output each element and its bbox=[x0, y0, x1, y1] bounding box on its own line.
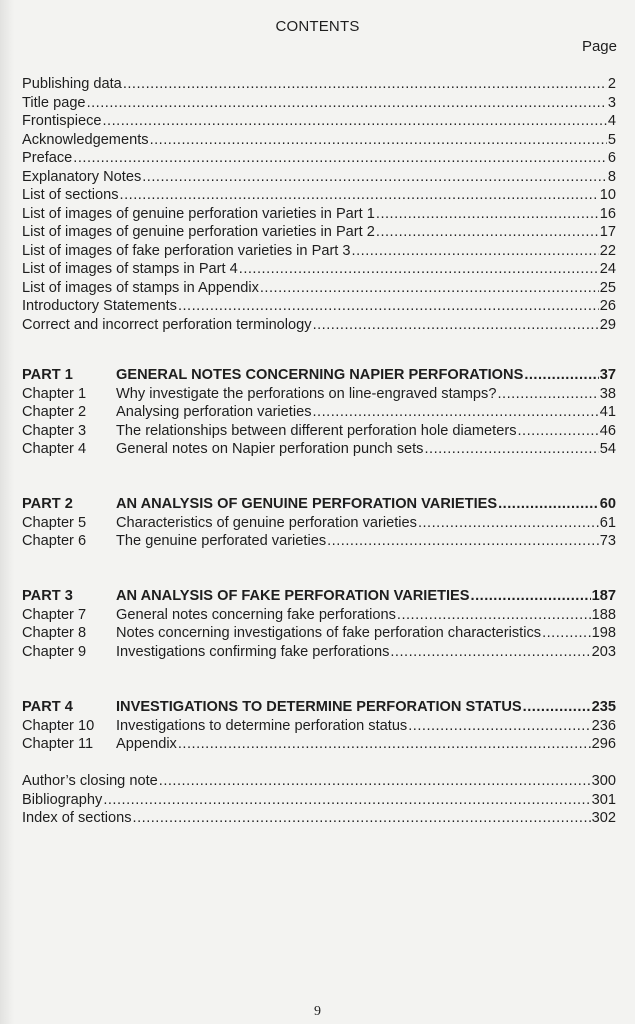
leader-dots bbox=[518, 422, 599, 441]
part-title: AN ANALYSIS OF GENUINE PERFORATION VARIETIES bbox=[116, 496, 498, 512]
back-matter-list bbox=[22, 772, 616, 828]
leader-dots bbox=[239, 260, 599, 279]
leader-dots bbox=[523, 698, 591, 717]
leader-dots bbox=[498, 495, 599, 514]
toc-entry-label: Acknowledgements bbox=[22, 131, 149, 148]
part-title: INVESTIGATIONS TO DETERMINE PERFORATION STATUS bbox=[116, 699, 522, 715]
chapter-page: 41 bbox=[599, 404, 616, 420]
part-heading[interactable] bbox=[22, 698, 616, 717]
leader-dots bbox=[120, 186, 599, 205]
leader-dots bbox=[313, 403, 599, 422]
toc-entry[interactable] bbox=[22, 223, 616, 242]
leader-dots bbox=[159, 772, 591, 791]
chapter-number: Chapter 2 bbox=[22, 404, 87, 420]
part-2-section bbox=[22, 495, 616, 551]
chapter-page: 198 bbox=[591, 625, 616, 641]
leader-dots bbox=[150, 131, 607, 150]
toc-entry-page: 25 bbox=[599, 279, 616, 296]
chapter-number: Chapter 9 bbox=[22, 643, 87, 660]
toc-entry[interactable] bbox=[22, 94, 616, 113]
toc-entry[interactable] bbox=[22, 791, 616, 810]
chapter-title: Investigations confirming fake perforations bbox=[116, 643, 390, 660]
chapter-page: 203 bbox=[591, 643, 616, 660]
part-number: PART 1 bbox=[22, 367, 73, 383]
part-3-section bbox=[22, 587, 616, 661]
chapter-entry[interactable] bbox=[22, 385, 616, 404]
chapter-number: Chapter 6 bbox=[22, 533, 87, 549]
toc-entry-page: 2 bbox=[607, 76, 616, 92]
toc-entry[interactable] bbox=[22, 772, 616, 791]
toc-entry-page: 6 bbox=[607, 150, 616, 166]
chapter-entry[interactable] bbox=[22, 735, 616, 754]
leader-dots bbox=[408, 717, 590, 736]
chapter-entry[interactable] bbox=[22, 717, 616, 736]
leader-dots bbox=[352, 242, 599, 261]
toc-entry-label: List of images of genuine perforation varieties in Part 2 bbox=[22, 224, 375, 240]
part-heading[interactable] bbox=[22, 587, 616, 606]
leader-dots bbox=[376, 205, 599, 224]
toc-entry-label: Author’s closing note bbox=[22, 773, 158, 789]
part-title: GENERAL NOTES CONCERNING NAPIER PERFORATIONS bbox=[116, 367, 524, 383]
contents-title: CONTENTS bbox=[275, 18, 360, 35]
leader-dots bbox=[524, 366, 598, 385]
part-page: 60 bbox=[599, 496, 616, 512]
chapter-entry[interactable] bbox=[22, 643, 616, 662]
toc-entry[interactable] bbox=[22, 149, 616, 168]
toc-entry[interactable] bbox=[22, 186, 616, 205]
chapter-title: General notes concerning fake perforations bbox=[116, 606, 396, 623]
chapter-entry[interactable] bbox=[22, 514, 616, 533]
toc-entry[interactable] bbox=[22, 205, 616, 224]
chapter-title: General notes on Napier perforation punch sets bbox=[116, 441, 424, 457]
part-page: 187 bbox=[591, 588, 616, 604]
leader-dots bbox=[260, 279, 599, 298]
part-4-section bbox=[22, 698, 616, 754]
toc-entry-page: 24 bbox=[599, 261, 616, 277]
front-matter-list bbox=[22, 75, 616, 334]
toc-entry-label: Correct and incorrect perforation terminology bbox=[22, 316, 312, 333]
leader-dots bbox=[133, 809, 591, 828]
chapter-number: Chapter 11 bbox=[22, 736, 94, 752]
chapter-entry[interactable] bbox=[22, 532, 616, 551]
toc-entry-page: 17 bbox=[599, 224, 616, 240]
leader-dots bbox=[103, 791, 590, 810]
toc-entry[interactable] bbox=[22, 112, 616, 131]
leader-dots bbox=[73, 149, 607, 168]
chapter-page: 46 bbox=[599, 422, 616, 439]
part-title: AN ANALYSIS OF FAKE PERFORATION VARIETIES bbox=[116, 588, 470, 604]
toc-entry[interactable] bbox=[22, 809, 616, 828]
toc-entry-page: 26 bbox=[599, 298, 616, 314]
leader-dots bbox=[87, 94, 607, 113]
chapter-title: Appendix bbox=[116, 736, 177, 752]
toc-entry-page: 8 bbox=[607, 168, 616, 185]
chapter-entry[interactable] bbox=[22, 440, 616, 459]
chapter-title: The relationships between different perforation hole diameters bbox=[116, 422, 517, 439]
part-number: PART 4 bbox=[22, 699, 73, 715]
leader-dots bbox=[497, 385, 598, 404]
part-number: PART 3 bbox=[22, 588, 73, 604]
toc-entry-label: List of images of stamps in Appendix bbox=[22, 279, 259, 296]
toc-entry-page: 3 bbox=[607, 94, 616, 111]
chapter-page: 188 bbox=[591, 606, 616, 623]
toc-entry-page: 302 bbox=[591, 810, 616, 826]
toc-entry-label: List of images of fake perforation varieties in Part 3 bbox=[22, 242, 351, 259]
leader-dots bbox=[424, 440, 598, 459]
leader-dots bbox=[313, 316, 599, 335]
chapter-number: Chapter 3 bbox=[22, 422, 87, 439]
toc-entry[interactable] bbox=[22, 75, 616, 94]
page-number: 9 bbox=[314, 1004, 321, 1019]
leader-dots bbox=[418, 514, 599, 533]
chapter-entry[interactable] bbox=[22, 624, 616, 643]
toc-entry-label: Introductory Statements bbox=[22, 298, 177, 314]
leader-dots bbox=[376, 223, 599, 242]
toc-entry-label: Index of sections bbox=[22, 810, 132, 826]
toc-entry-page: 301 bbox=[591, 791, 616, 808]
leader-dots bbox=[542, 624, 591, 643]
toc-entry[interactable] bbox=[22, 297, 616, 316]
leader-dots bbox=[178, 735, 591, 754]
leader-dots bbox=[123, 75, 607, 94]
toc-entry-page: 5 bbox=[607, 131, 616, 148]
part-page: 37 bbox=[599, 367, 616, 383]
toc-entry-page: 16 bbox=[599, 205, 616, 222]
toc-entry-page: 10 bbox=[599, 187, 616, 203]
chapter-entry[interactable] bbox=[22, 606, 616, 625]
leader-dots bbox=[178, 297, 599, 316]
page-column-label: Page bbox=[581, 38, 617, 55]
chapter-page: 61 bbox=[599, 514, 616, 531]
toc-entry-label: Preface bbox=[22, 150, 73, 166]
toc-entry-label: List of images of stamps in Part 4 bbox=[22, 261, 238, 277]
leader-dots bbox=[103, 112, 607, 131]
toc-entry[interactable] bbox=[22, 131, 616, 150]
toc-entry-label: List of sections bbox=[22, 187, 119, 203]
chapter-page: 236 bbox=[591, 717, 616, 734]
chapter-page: 296 bbox=[591, 736, 616, 752]
chapter-number: Chapter 5 bbox=[22, 514, 87, 531]
toc-entry-label: Explanatory Notes bbox=[22, 168, 142, 185]
chapter-entry[interactable] bbox=[22, 422, 616, 441]
toc-entry[interactable] bbox=[22, 279, 616, 298]
chapter-number: Chapter 7 bbox=[22, 606, 87, 623]
toc-entry-label: Bibliography bbox=[22, 791, 103, 808]
chapter-page: 73 bbox=[599, 533, 616, 549]
chapter-title: Why investigate the perforations on line-engraved stamps? bbox=[116, 385, 497, 402]
toc-entry-label: Title page bbox=[22, 94, 86, 111]
toc-entry[interactable] bbox=[22, 168, 616, 187]
toc-entry[interactable] bbox=[22, 260, 616, 279]
toc-entry-page: 300 bbox=[591, 773, 616, 789]
part-number: PART 2 bbox=[22, 496, 73, 512]
chapter-number: Chapter 10 bbox=[22, 717, 95, 734]
toc-entry[interactable] bbox=[22, 242, 616, 261]
chapter-number: Chapter 1 bbox=[22, 385, 87, 402]
toc-entry-label: Frontispiece bbox=[22, 113, 102, 129]
part-heading[interactable] bbox=[22, 366, 616, 385]
chapter-entry[interactable] bbox=[22, 403, 616, 422]
leader-dots bbox=[390, 643, 590, 662]
chapter-page: 54 bbox=[599, 441, 616, 457]
chapter-title: Investigations to determine perforation status bbox=[116, 717, 408, 734]
chapter-title: The genuine perforated varieties bbox=[116, 533, 327, 549]
page-gutter-shadow bbox=[0, 0, 14, 1024]
leader-dots bbox=[471, 587, 591, 606]
part-heading[interactable] bbox=[22, 495, 616, 514]
chapter-title: Characteristics of genuine perforation varieties bbox=[116, 514, 417, 531]
leader-dots bbox=[142, 168, 607, 187]
toc-entry-page: 4 bbox=[607, 113, 616, 129]
toc-entry-label: Publishing data bbox=[22, 76, 122, 92]
toc-entry-page: 29 bbox=[599, 316, 616, 333]
chapter-page: 38 bbox=[599, 385, 616, 402]
part-1-section bbox=[22, 366, 616, 459]
chapter-title: Analysing perforation varieties bbox=[116, 404, 312, 420]
toc-entry-page: 22 bbox=[599, 242, 616, 259]
leader-dots bbox=[397, 606, 591, 625]
toc-entry[interactable] bbox=[22, 316, 616, 335]
chapter-number: Chapter 4 bbox=[22, 441, 87, 457]
chapter-number: Chapter 8 bbox=[22, 625, 87, 641]
toc-entry-label: List of images of genuine perforation varieties in Part 1 bbox=[22, 205, 375, 222]
leader-dots bbox=[327, 532, 599, 551]
part-page: 235 bbox=[591, 699, 616, 715]
chapter-title: Notes concerning investigations of fake perforation characteristics bbox=[116, 625, 542, 641]
